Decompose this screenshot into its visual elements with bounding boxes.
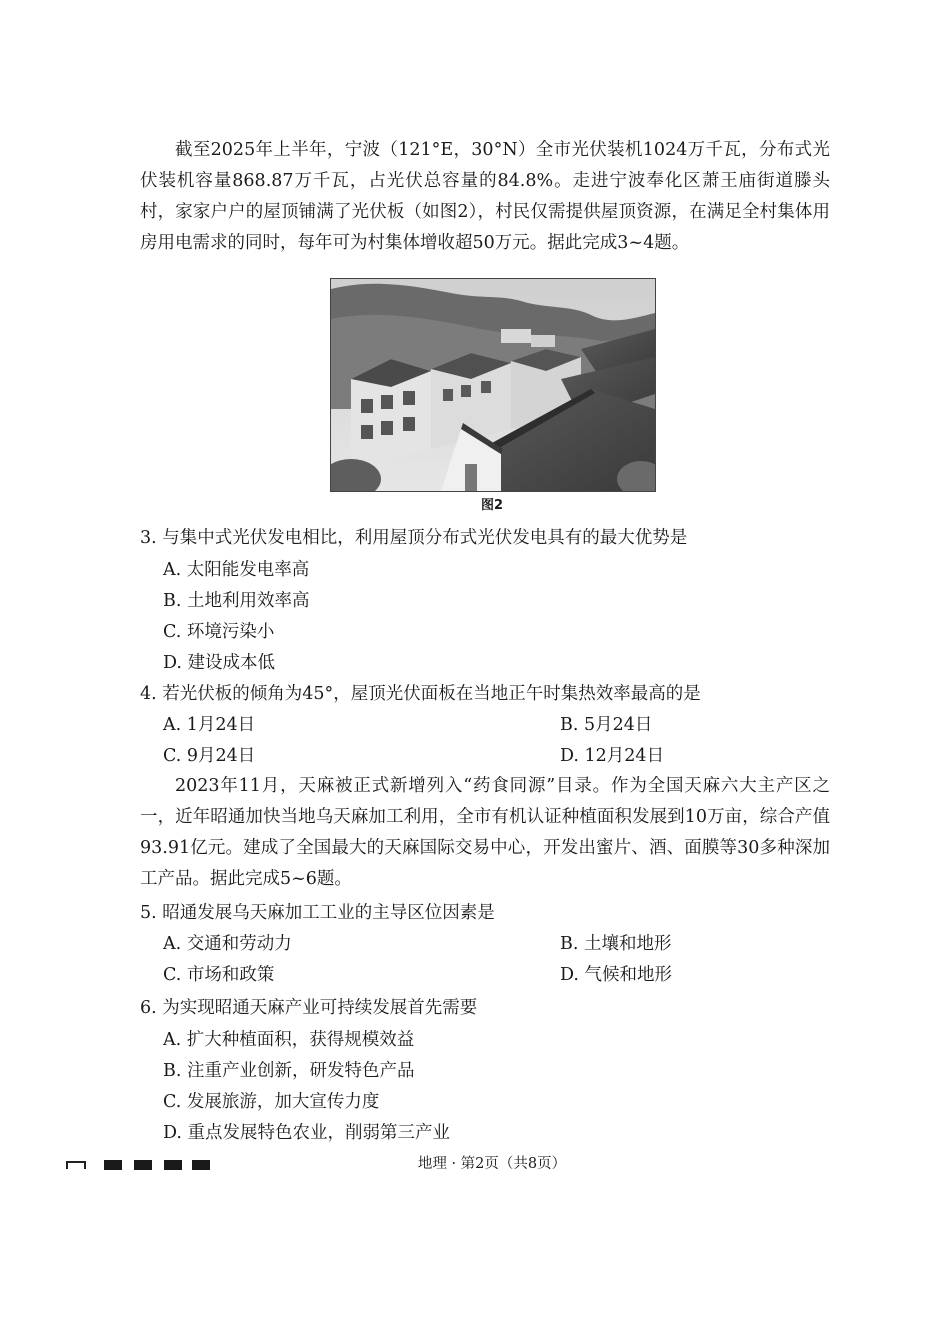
question-3-option-b[interactable]: B. 土地利用效率高 — [163, 591, 310, 611]
block-mark-icon — [164, 1160, 182, 1170]
question-4-option-c[interactable]: C. 9月24日 — [163, 746, 256, 766]
question-3-stem: 3. 与集中式光伏发电相比，利用屋顶分布式光伏发电具有的最大优势是 — [140, 528, 688, 548]
question-6-option-b[interactable]: B. 注重产业创新，研发特色产品 — [163, 1061, 415, 1081]
question-3-option-c[interactable]: C. 环境污染小 — [163, 622, 275, 642]
question-4-option-d[interactable]: D. 12月24日 — [560, 746, 665, 766]
question-6-option-c[interactable]: C. 发展旅游，加大宣传力度 — [163, 1092, 380, 1112]
open-mark-icon — [66, 1161, 86, 1169]
block-mark-icon — [192, 1160, 210, 1170]
question-4-stem: 4. 若光伏板的倾角为45°，屋顶光伏面板在当地正午时集热效率最高的是 — [140, 684, 701, 704]
question-6-option-a[interactable]: A. 扩大种植面积，获得规模效益 — [163, 1030, 415, 1050]
page-footer: 地理 · 第2页（共8页） — [417, 1156, 567, 1172]
question-5-option-c[interactable]: C. 市场和政策 — [163, 965, 275, 985]
rooftop-photo-illustration — [331, 279, 655, 491]
question-5-option-d[interactable]: D. 气候和地形 — [560, 965, 673, 985]
question-5-stem: 5. 昭通发展乌天麻加工工业的主导区位因素是 — [140, 903, 495, 923]
question-5-option-b[interactable]: B. 土壤和地形 — [560, 934, 672, 954]
passage-solar: 截至2025年上半年，宁波（121°E，30°N）全市光伏装机1024万千瓦，分布式光伏装机容量868.87万千瓦，占光伏总容量的84.8%。走进宁波奉化区萧王庙街道滕头村，家家户户的屋顶铺满了光伏板（如图2），村民仅需提供屋顶资源，在满足全村集体用房用电需求的同时，每年可为村集体增收超50万元。据此完成3~4题。 — [140, 140, 830, 253]
block-mark-icon — [104, 1160, 122, 1170]
question-3-option-a[interactable]: A. 太阳能发电率高 — [163, 560, 310, 580]
figure-caption: 图2 — [480, 498, 504, 513]
question-3-option-d[interactable]: D. 建设成本低 — [163, 653, 276, 673]
figure-solar-rooftops-photo — [330, 278, 656, 492]
block-mark-icon — [134, 1160, 152, 1170]
passage-tianma: 2023年11月，天麻被正式新增列入“药食同源”目录。作为全国天麻六大主产区之一，近年昭通加快当地乌天麻加工利用，全市有机认证种植面积发展到10万亩，综合产值93.91亿元。建成了全国最大的天麻国际交易中心，开发出蜜片、酒、面膜等30多种深加工产品。据此完成5~6题。 — [140, 776, 830, 889]
question-6-stem: 6. 为实现昭通天麻产业可持续发展首先需要 — [140, 998, 478, 1018]
question-4-option-a[interactable]: A. 1月24日 — [163, 715, 256, 735]
question-4-option-b[interactable]: B. 5月24日 — [560, 715, 653, 735]
question-6-option-d[interactable]: D. 重点发展特色农业，削弱第三产业 — [163, 1123, 451, 1143]
question-5-option-a[interactable]: A. 交通和劳动力 — [163, 934, 292, 954]
